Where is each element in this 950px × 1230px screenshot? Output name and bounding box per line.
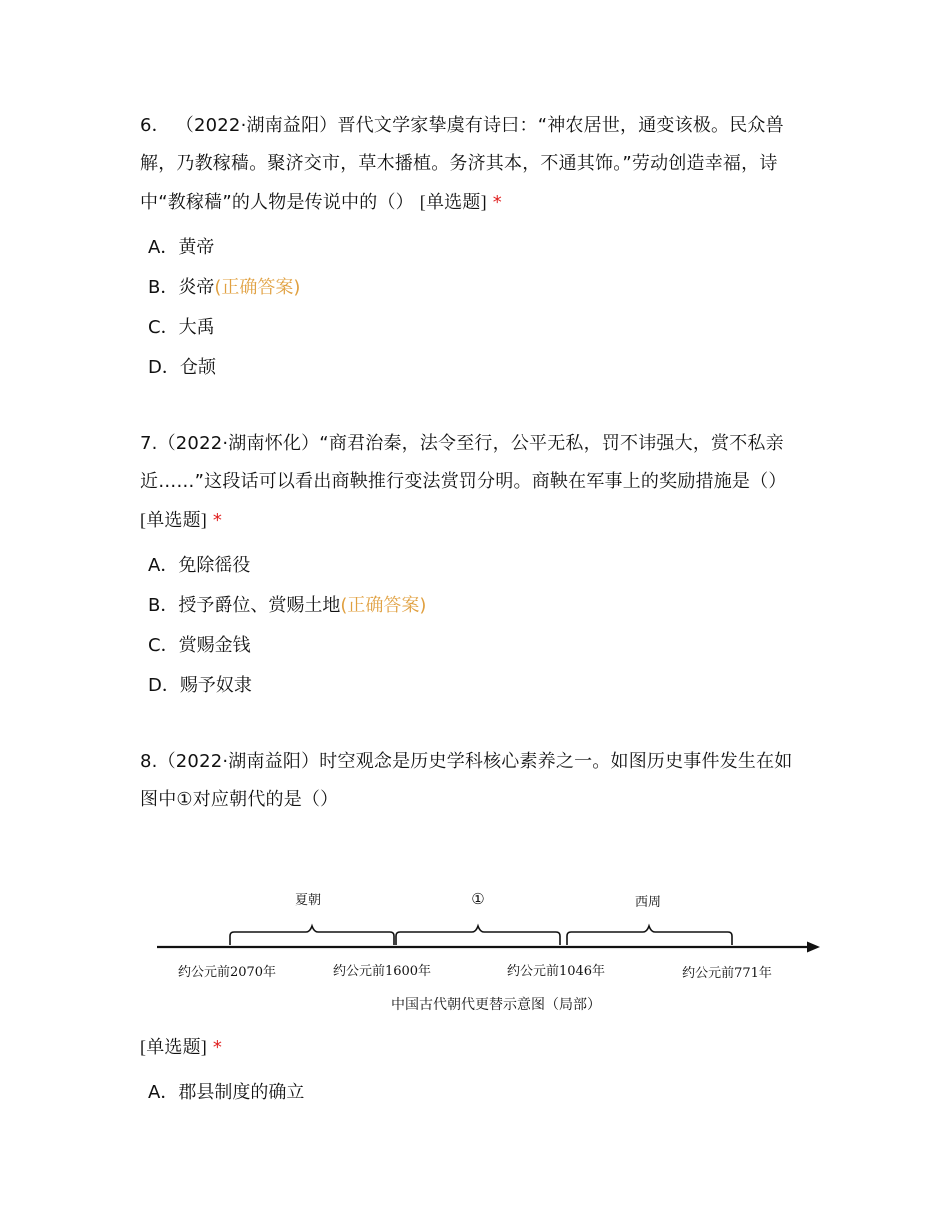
bracket-circled-one bbox=[396, 926, 560, 945]
date-label-771: 约公元前771年 bbox=[682, 966, 772, 981]
question-6-type-tag: [单选题] bbox=[419, 192, 487, 212]
question-7-option-b[interactable] bbox=[148, 593, 426, 619]
question-8-text: 8.（2022·湖南益阳）时空观念是历史学科核心素养之一。如图历史事件发生在如图中①对应朝代的是（） bbox=[140, 751, 793, 810]
date-label-2070: 约公元前2070年 bbox=[177, 965, 277, 980]
segment-label-xia: 夏朝 bbox=[294, 893, 322, 908]
figure-caption: 中国古代朝代更替示意图（局部） bbox=[391, 997, 601, 1013]
question-6-option-d[interactable] bbox=[148, 355, 216, 381]
question-7-option-a[interactable] bbox=[148, 553, 250, 579]
question-8-stem bbox=[140, 743, 808, 819]
option-label: C．赏赐金钱 bbox=[148, 635, 251, 656]
timeline-arrow bbox=[807, 942, 820, 953]
segment-label-western-zhou: 西周 bbox=[634, 895, 662, 910]
question-7-option-c[interactable] bbox=[148, 633, 251, 659]
option-label: C．大禹 bbox=[148, 317, 215, 338]
date-label-1600: 约公元前1600年 bbox=[332, 964, 432, 979]
option-label: D．仓颉 bbox=[148, 357, 216, 378]
question-6-option-c[interactable] bbox=[148, 315, 215, 341]
question-6-stem bbox=[140, 107, 808, 222]
question-8-type-tag: [单选题] bbox=[140, 1037, 207, 1057]
question-6-option-a[interactable] bbox=[148, 235, 214, 261]
dynasty-timeline-figure bbox=[140, 880, 830, 1020]
date-label-1046: 约公元前1046年 bbox=[506, 964, 606, 979]
bracket-xia bbox=[230, 926, 394, 945]
option-label: D．赐予奴隶 bbox=[148, 675, 252, 696]
required-marker: * bbox=[212, 510, 223, 531]
question-7-type-tag: [单选题] bbox=[140, 510, 207, 530]
option-label: A．免除徭役 bbox=[148, 555, 251, 576]
option-label: B．授予爵位、赏赐土地 bbox=[148, 595, 341, 616]
correct-answer-marker: (正确答案) bbox=[340, 595, 427, 616]
required-marker: * bbox=[212, 1037, 223, 1058]
option-label: A．黄帝 bbox=[148, 237, 215, 258]
segment-label-circled-one: ① bbox=[471, 890, 485, 908]
question-7-text: 7.（2022·湖南怀化）“商君治秦，法令至行，公平无私，罚不讳强大，赏不私亲近……”这段话可以看出商鞅推行变法赏罚分明。商鞅在军事上的奖励措施是（） bbox=[140, 433, 787, 492]
required-marker: * bbox=[492, 192, 502, 213]
bracket-western-zhou bbox=[567, 926, 732, 945]
question-6-text: 6． （2022·湖南益阳）晋代文学家挚虞有诗曰：“神农居世，通变该极。民众兽解，乃教稼穑。聚济交市，草木播植。务济其本，不通其饰。”劳动创造幸福，诗中“教稼穑”的人物是传说中的（） bbox=[140, 115, 784, 213]
question-6-option-b[interactable] bbox=[148, 275, 300, 301]
option-label: B．炎帝 bbox=[148, 277, 215, 298]
correct-answer-marker: (正确答案) bbox=[214, 277, 301, 298]
question-7-stem bbox=[140, 425, 808, 540]
question-8-option-a[interactable] bbox=[148, 1080, 304, 1106]
option-label: A．郡县制度的确立 bbox=[148, 1082, 305, 1103]
question-8-tag-line bbox=[140, 1028, 808, 1067]
question-7-option-d[interactable] bbox=[148, 673, 252, 699]
